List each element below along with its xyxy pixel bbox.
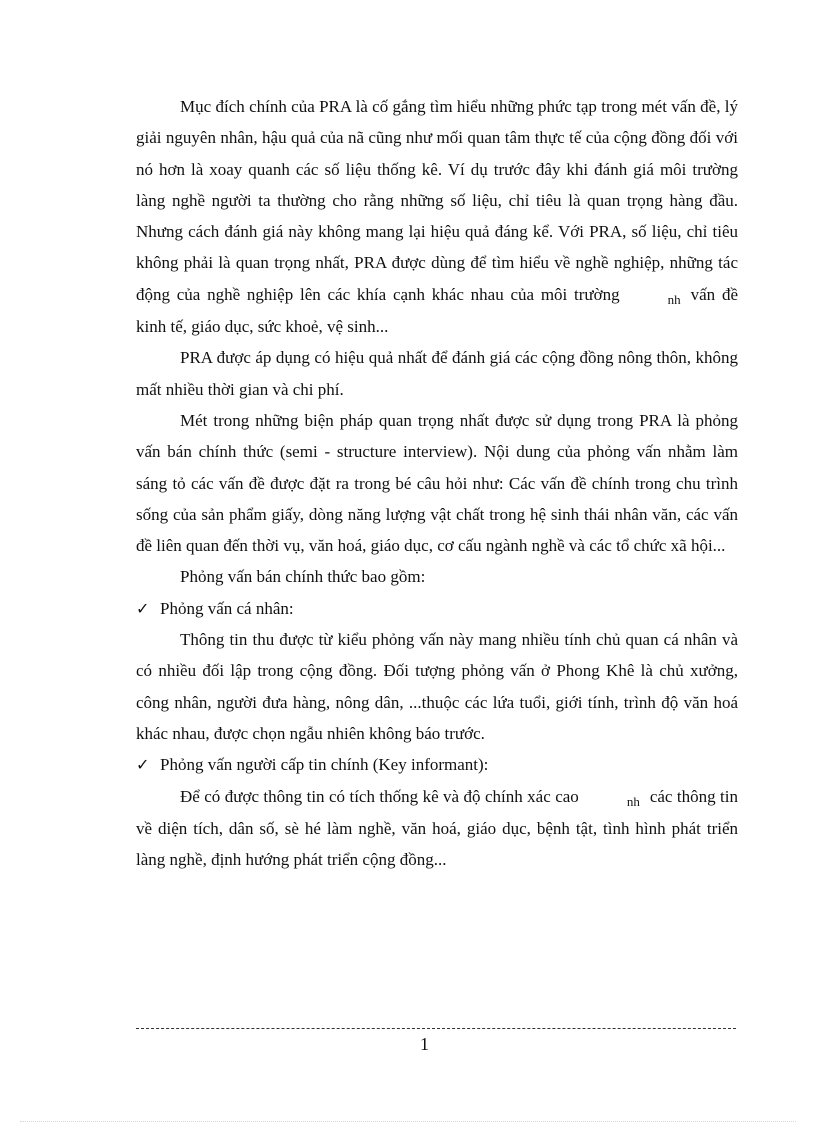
document-body — [136, 91, 738, 875]
bullet-individual-interview — [136, 593, 738, 624]
paragraph-text: các thông tin về diện tích, dân số, sè hé làm nghề, văn hoá, giáo dục, bệnh tật, tình hình phát triển làng nghề, định hướng phát triển cộng đồng... — [136, 786, 738, 870]
bullet-label: Phỏng vấn người cấp tin chính (Key informant): — [160, 755, 489, 775]
paragraph-key-informant — [136, 781, 738, 876]
paragraph-text: Mục đích chính của PRA là cố gắng tìm hiểu những phức tạp trong mét vấn đề, lý giải nguyên nhân, hậu quả của nã cũng như mối quan tâm thực tế của cộng đồng đối với nó hơn là xoay quanh các số liệu thống kê. Ví dụ trước đây khi đánh giá môi trường làng nghề người ta thường cho rằng những số liệu, chỉ tiêu là quan trọng hàng đầu. Nhưng cách đánh giá này không mang lại hiệu quả đáng kể. Với PRA, số liệu, chỉ tiêu không phải là quan trọng nhất, PRA được dùng để tìm hiểu về nghề nghiệp, những tác động của nghề nghiệp lên các khía cạnh khác nhau của môi trường — [136, 97, 738, 304]
checkmark-icon: ✓ — [136, 755, 150, 775]
bullet-label: Phỏng vấn cá nhân: — [160, 598, 294, 618]
page-edge-divider — [20, 1121, 796, 1122]
paragraph-interview-method: Mét trong những biện pháp quan trọng nhất được sử dụng trong PRA là phỏng vấn bán chính thức (semi - structure interview). Nội dung của phỏng vấn nhằm làm sáng tỏ các vấn đề được đặt ra trong bé câu hỏi như: Các vấn đề chính trong chu trình sống của sản phẩm giấy, dòng năng lượng vật chất trong hệ sinh thái nhân văn, các vấn đề liên quan đến thời vụ, văn hoá, giáo dục, cơ cấu ngành nghề và các tổ chức xã hội... — [136, 410, 738, 556]
paragraph-individual-interview: Thông tin thu được từ kiểu phỏng vấn này mang nhiều tính chủ quan cá nhân và có nhiều đối lập trong cộng đồng. Đối tượng phỏng vấn ở Phong Khê là chủ xưởng, công nhân, người đưa hàng, nông dân, ...thuộc các lứa tuổi, giới tính, trình độ văn hoá khác nhau, được chọn ngẫu nhiên không báo trước. — [136, 630, 738, 743]
subscript-fragment: nh — [667, 291, 681, 307]
page-number: 1 — [420, 1034, 429, 1054]
subscript-fragment: nh — [626, 793, 640, 809]
bullet-key-informant — [136, 749, 738, 780]
paragraph-text: vấn đề kinh tế, giáo dục, sức khoẻ, vệ sinh... — [136, 284, 738, 337]
paragraph-text: Để có được thông tin có tích thống kê và độ chính xác cao — [180, 786, 579, 806]
paragraph-application: PRA được áp dụng có hiệu quả nhất để đánh giá các cộng đồng nông thôn, không mất nhiều thời gian và chi phí. — [136, 348, 738, 399]
footer-divider — [136, 1028, 736, 1029]
checkmark-icon: ✓ — [136, 598, 150, 618]
paragraph-purpose — [136, 91, 738, 342]
paragraph-interview-types: Phỏng vấn bán chính thức bao gồm: — [180, 567, 426, 587]
